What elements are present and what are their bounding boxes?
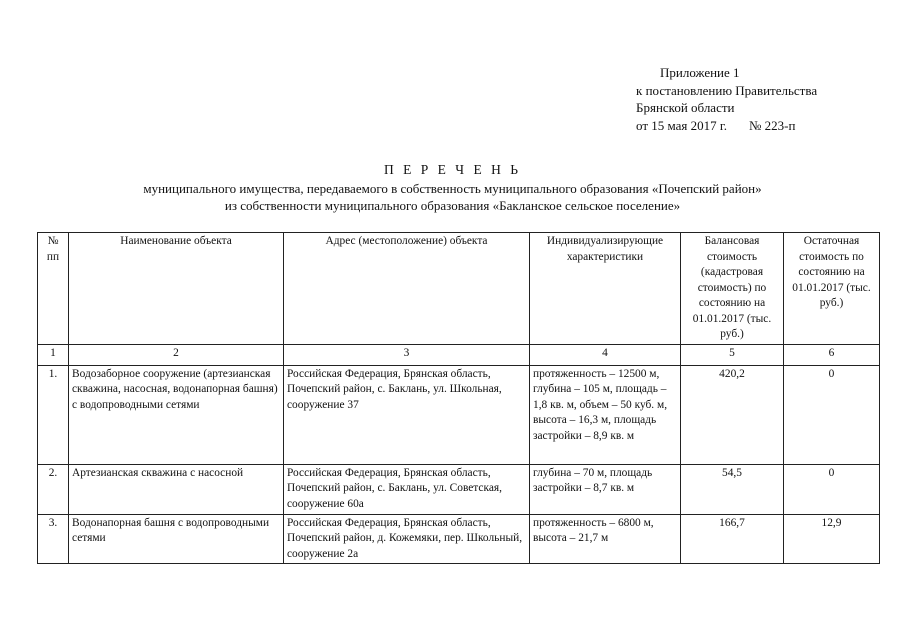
header-name: Наименование объекта xyxy=(69,233,284,345)
row-residual: 0 xyxy=(784,365,880,464)
appendix-title: Приложение 1 xyxy=(660,65,740,80)
row-balance: 54,5 xyxy=(681,464,784,514)
header-num: № пп xyxy=(38,233,69,345)
column-number: 2 xyxy=(69,344,284,365)
row-address: Российская Федерация, Брянская область, Почепский район, с. Баклань, ул. Школьная, сооружение 37 xyxy=(284,365,530,464)
column-number: 5 xyxy=(681,344,784,365)
row-balance: 420,2 xyxy=(681,365,784,464)
column-number: 3 xyxy=(284,344,530,365)
header-balance: Балансовая стоимость (кадастровая стоимость) по состоянию на 01.01.2017 (тыс. руб.) xyxy=(681,233,784,345)
document-title: П Е Р Е Ч Е Н Ь xyxy=(384,162,521,177)
document-subtitle-2: из собственности муниципального образования «Бакланское сельское поселение» xyxy=(224,198,681,213)
header-characteristics: Индивидуализирующие характеристики xyxy=(530,233,681,345)
row-num: 3. xyxy=(38,514,69,564)
appendix-number: № 223-п xyxy=(749,117,796,133)
row-name: Водонапорная башня с водопроводными сетями xyxy=(69,514,284,564)
column-number: 6 xyxy=(784,344,880,365)
appendix-resolution: к постановлению Правительства xyxy=(636,82,818,98)
column-number: 1 xyxy=(38,344,69,365)
row-address: Российская Федерация, Брянская область, Почепский район, с. Баклань, ул. Советская, сооружение 60а xyxy=(284,464,530,514)
appendix-date-number xyxy=(636,117,817,135)
row-name: Водозаборное сооружение (артезианская скважина, насосная, водонапорная башня) с водопроводными сетями xyxy=(69,365,284,464)
table-header-row xyxy=(38,233,880,345)
row-characteristics: глубина – 70 м, площадь застройки – 8,7 кв. м xyxy=(530,464,681,514)
appendix-region: Брянской области xyxy=(636,100,735,115)
row-characteristics: протяженность – 12500 м, глубина – 105 м, площадь – 1,8 кв. м, объем – 50 куб. м, высота – 16,3 м, площадь застройки – 8,9 кв. м xyxy=(530,365,681,464)
table-row xyxy=(38,514,880,564)
appendix-block xyxy=(636,64,817,134)
property-table xyxy=(37,232,880,564)
row-num: 1. xyxy=(38,365,69,464)
row-residual: 0 xyxy=(784,464,880,514)
row-address: Российская Федерация, Брянская область, Почепский район, д. Кожемяки, пер. Школьный, сооружение 2а xyxy=(284,514,530,564)
column-number: 4 xyxy=(530,344,681,365)
table-row xyxy=(38,464,880,514)
row-balance: 166,7 xyxy=(681,514,784,564)
row-name: Артезианская скважина с насосной xyxy=(69,464,284,514)
column-numbers-row xyxy=(38,344,880,365)
document-subtitle-1: муниципального имущества, передаваемого в собственность муниципального образования «Почепский район» xyxy=(143,181,762,196)
row-residual: 12,9 xyxy=(784,514,880,564)
row-num: 2. xyxy=(38,464,69,514)
header-residual: Остаточная стоимость по состоянию на 01.01.2017 (тыс. руб.) xyxy=(784,233,880,345)
table-row xyxy=(38,365,880,464)
header-address: Адрес (местоположение) объекта xyxy=(284,233,530,345)
row-characteristics: протяженность – 6800 м, высота – 21,7 м xyxy=(530,514,681,564)
appendix-date: от 15 мая 2017 г. xyxy=(636,117,728,133)
